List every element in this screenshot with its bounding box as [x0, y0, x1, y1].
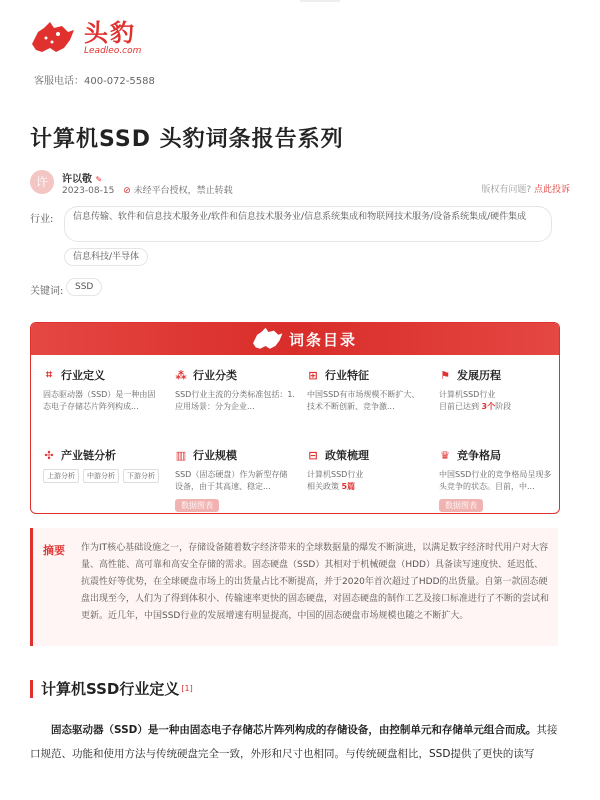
body-text: 其接口规范、功能和使用方法与传统硬盘完全一致，外形和尺寸也相同。与传统硬盘相比，SSD提供了更快的读写 [30, 724, 558, 760]
report-link[interactable]: 点此投诉 [533, 185, 570, 195]
leopard-icon [249, 325, 285, 353]
history-icon: ⚑ [440, 368, 450, 382]
catalog-item-label: 产业链分析 [61, 449, 116, 462]
catalog-item-desc [307, 469, 427, 493]
summary-label: 摘要 [43, 544, 65, 557]
catalog-item-desc: 中国SSD行业的竞争格局呈现多头竞争的状态。目前，中... [439, 470, 552, 491]
brand-name: 头豹 [84, 19, 136, 47]
feature-icon: ⊞ [308, 368, 318, 382]
catalog-item-label: 行业定义 [61, 369, 105, 382]
catalog-panel [30, 322, 560, 514]
catalog-item-chain[interactable] [43, 447, 163, 483]
history-desc-a: 目前已达到 [439, 402, 482, 411]
chain-downstream-tag[interactable]: 下游分析 [123, 469, 159, 483]
industry-tag-1[interactable]: 信息科技/半导体 [64, 248, 148, 266]
copyright-question [481, 182, 570, 195]
section-bar [30, 680, 33, 698]
catalog-item-label: 竞争格局 [457, 449, 501, 462]
chain-icon: ✣ [44, 448, 54, 462]
pen-icon: ✎ [95, 175, 103, 184]
catalog-item-history[interactable] [439, 367, 559, 413]
catalog-item-desc [439, 389, 559, 413]
chain-midstream-tag[interactable]: 中游分析 [83, 469, 119, 483]
industry-tag-0[interactable]: 信息传输、软件和信息技术服务业/软件和信息技术服务业/信息系统集成和物联网技术服务/设备系统集成/硬件集成 [64, 206, 552, 242]
data-chart-button[interactable]: 数据图表 [439, 499, 483, 512]
section-heading [30, 678, 193, 699]
definition-icon: ⌗ [45, 368, 53, 381]
industry-label: 行业: [30, 214, 54, 225]
author-row [30, 170, 570, 198]
catalog-item-classification[interactable] [175, 367, 295, 413]
section-title: 计算机SSD行业定义 [41, 680, 180, 698]
catalog-item-policy[interactable] [307, 447, 427, 493]
leopard-logo-icon [28, 18, 76, 58]
scale-icon: ▥ [175, 448, 187, 462]
prohibited-icon: ⊘ [123, 186, 131, 196]
policy-desc-line1: 计算机SSD行业 [307, 470, 364, 479]
author-name-text[interactable]: 许以敬 [62, 174, 92, 185]
page-title: 计算机SSD 头豹词条报告系列 [30, 127, 344, 152]
service-phone: 客服电话：400-072-5588 [34, 76, 155, 87]
catalog-item-label: 行业规模 [193, 449, 237, 462]
catalog-item-label: 行业特征 [325, 369, 369, 382]
brand-header [28, 18, 168, 88]
body-bold-text-2: 由控制单元和存储单元组合而成。 [378, 724, 537, 736]
history-count: 3个 [481, 402, 496, 411]
question-text: 版权有问题? [481, 185, 532, 195]
author-meta [62, 183, 233, 196]
catalog-header [31, 323, 559, 355]
catalog-item-desc: 中国SSD有市场规模不断扩大、技术不断创新、竞争激... [307, 390, 420, 411]
catalog-item-label: 政策梳理 [325, 449, 369, 462]
catalog-item-competition[interactable] [439, 447, 559, 512]
catalog-item-label: 行业分类 [193, 369, 237, 382]
keyword-tag-0[interactable]: SSD [66, 278, 102, 296]
summary-text: 作为IT核心基础设施之一，存储设备随着数字经济带来的全球数据量的爆发不断演进，以满足数字经济时代用户对大容量、高性能、高可靠和高安全存储的需求。固态硬盘（SSD）其相对于机械硬盘（HDD）具备读写速度快、延迟低、抗震性好等优势，在全球硬盘市场上的出货量占比不断提高，并于2020年首次超过了HDD的出货量。自第一款固态硬盘出现至今，人们为了得到体积小、传输速率更快的固态硬盘，对固态硬盘的制作工艺及接口标准进行了不断的尝试和更新。近几年，中国SSD行业的发展增速有明显提高，中国的固态硬盘市场规模也随之不断扩大。 [81, 543, 550, 621]
chain-upstream-tag[interactable]: 上游分析 [43, 469, 79, 483]
body-paragraph [30, 718, 566, 766]
history-desc-b: 阶段 [495, 402, 512, 411]
catalog-item-desc: SSD行业主流的分类标准包括：1.应用场景：分为企业... [175, 390, 295, 411]
catalog-item-feature[interactable] [307, 367, 427, 413]
policy-desc-a: 相关政策 [307, 482, 342, 491]
body-bold-text: 固态驱动器（SSD）是一种由固态电子存储芯片阵列构成的存储设备， [51, 724, 379, 736]
keywords-label: 关键词: [30, 286, 64, 297]
summary-box [30, 528, 558, 646]
catalog-item-desc: 固态驱动器（SSD）是一种由固态电子存储芯片阵列构成... [43, 390, 156, 411]
policy-icon: ⊟ [308, 448, 318, 462]
policy-count: 5篇 [341, 482, 356, 491]
data-chart-button[interactable]: 数据图表 [175, 499, 219, 512]
copyright-notice: 未经平台授权，禁止转载 [133, 186, 233, 196]
publish-date: 2023-08-15 [62, 186, 115, 196]
reference-link[interactable]: [1] [181, 684, 193, 693]
competition-icon: ♛ [440, 448, 450, 462]
catalog-item-scale[interactable] [175, 447, 295, 512]
catalog-title: 词条目录 [289, 331, 358, 349]
brand-domain: Leadleo.com [84, 46, 142, 56]
catalog-item-label: 发展历程 [457, 369, 501, 382]
catalog-item-desc: SSD（固态硬盘）作为新型存储设备，由于其高速、稳定... [175, 470, 288, 491]
catalog-item-definition[interactable] [43, 367, 163, 413]
avatar: 许 [30, 170, 54, 194]
classification-icon: ⁂ [175, 368, 187, 382]
top-divider [300, 0, 340, 2]
history-desc-line1: 计算机SSD行业 [439, 390, 496, 399]
